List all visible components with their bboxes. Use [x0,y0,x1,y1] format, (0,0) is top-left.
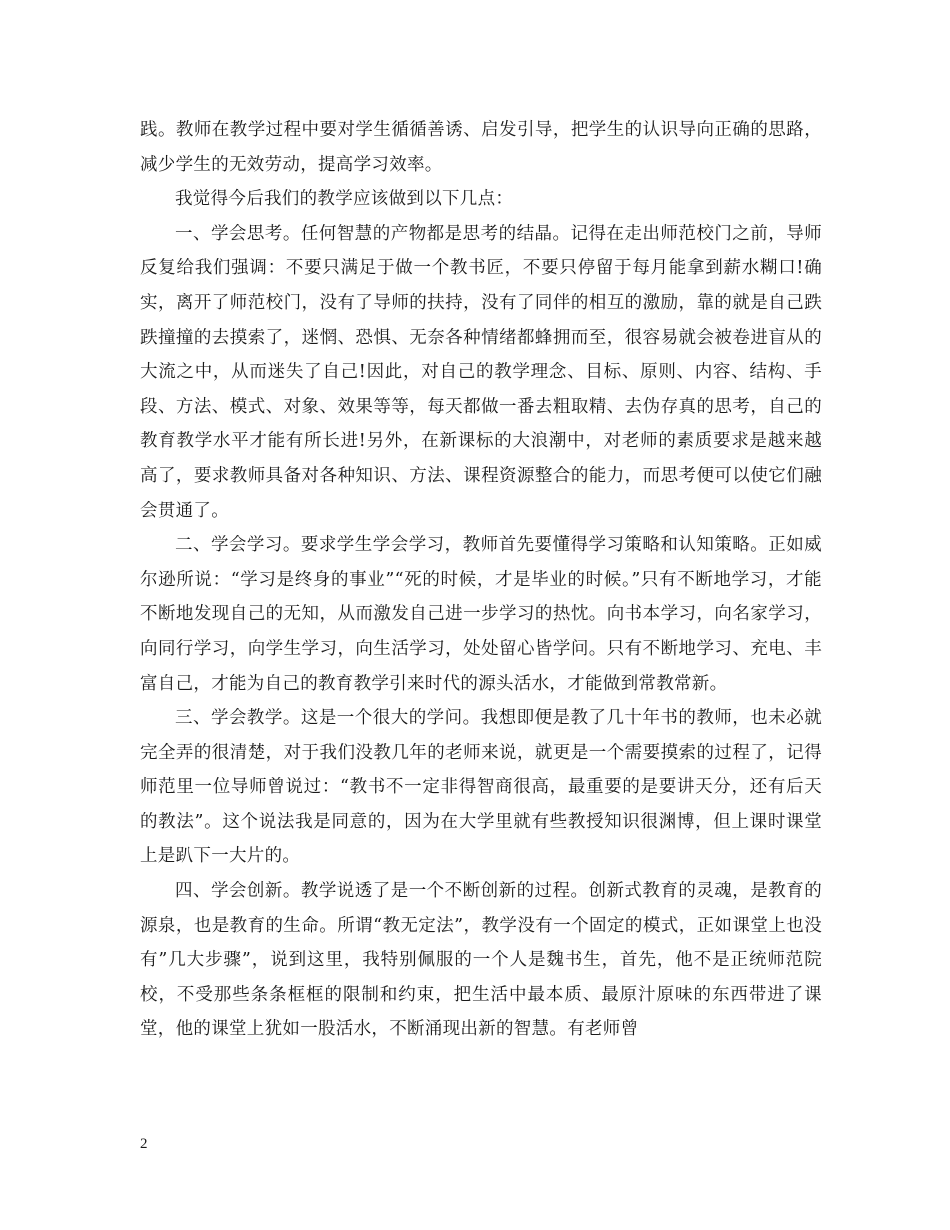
paragraph-learn-to-teach: 三、学会教学。这是一个很大的学问。我想即便是教了几十年书的教师，也未必就完全弄的很清楚，对于我们没教几年的老师来说，就更是一个需要摸索的过程了，记得师范里一位导师曾说过：“教书不一定非得智商很高，最重要的是要讲天分，还有后天的教法”。这个说法我是同意的，因为在大学里就有些教授知识很渊博，但上课时课堂上是趴下一大片的。 [140,708,822,867]
paragraph-intro: 我觉得今后我们的教学应该做到以下几点： [175,189,514,210]
paragraph-learn-to-think: 一、学会思考。任何智慧的产物都是思考的结晶。记得在走出师范校门之前，导师反复给我们强调：不要只满足于做一个教书匠，不要只停留于每月能拿到薪水糊口!确实，离开了师范校门，没有了导师的扶持，没有了同伴的相互的激励，靠的就是自己跌跌撞撞的去摸索了，迷惘、恐惧、无奈各种情绪都蜂拥而至，很容易就会被卷进盲从的大流之中，从而迷失了自己!因此，对自己的教学理念、目标、原则、内容、结构、手段、方法、模式、对象、效果等等，每天都做一番去粗取精、去伪存真的思考，自己的教育教学水平才能有所长进!另外，在新课标的大浪潮中，对老师的素质要求是越来越高了，要求教师具备对各种知识、方法、课程资源整合的能力，而思考便可以使它们融会贯通了。 [140,223,822,521]
paragraph-continuation: 践。教师在教学过程中要对学生循循善诱、启发引导，把学生的认识导向正确的思路，减少学生的无效劳动，提高学习效率。 [140,120,822,175]
document-body [140,113,822,1047]
page-number: 2 [140,1136,148,1152]
paragraph-learn-to-study: 二、学会学习。要求学生学会学习，教师首先要懂得学习策略和认知策略。正如威尔逊所说：“学习是终身的事业”“死的时候，才是毕业的时候。”只有不断地学习，才能不断地发现自己的无知，从而激发自己进一步学习的热忱。向书本学习，向名家学习，向同行学习，向学生学习，向生活学习，处处留心皆学问。只有不断地学习、充电、丰富自己，才能为自己的教育教学引来时代的源头活水，才能做到常教常新。 [140,535,822,694]
paragraph-learn-to-innovate: 四、学会创新。教学说透了是一个不断创新的过程。创新式教育的灵魂，是教育的源泉，也是教育的生命。所谓“教无定法”，教学没有一个固定的模式，正如课堂上也没有”几大步骤”，说到这里，我特别佩服的一个人是魏书生，首先，他不是正统师范院校，不受那些条条框框的限制和约束，把生活中最本质、最原汁原味的东西带进了课堂，他的课堂上犹如一股活水，不断涌现出新的智慧。有老师曾 [140,881,822,1040]
